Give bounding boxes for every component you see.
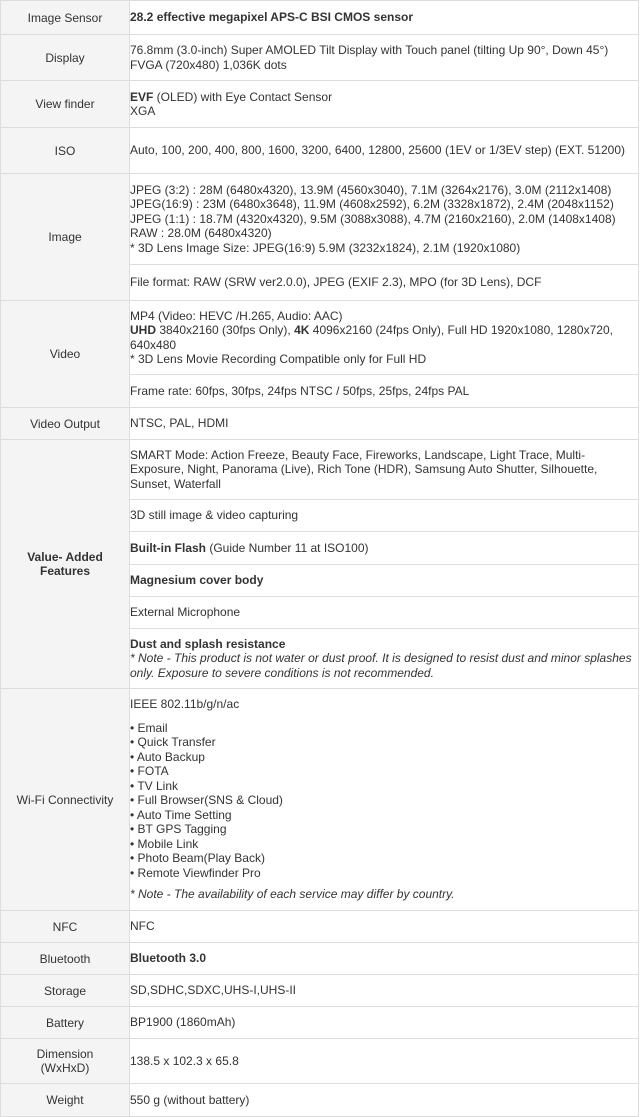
- wifi-service-item: • Mobile Link: [130, 837, 638, 852]
- wifi-service-item: • Auto Backup: [130, 750, 638, 765]
- value-view-finder: [130, 81, 639, 128]
- value-video-formats: [130, 301, 639, 375]
- value-storage: SD,SDHC,SDXC,UHS-I,UHS-II: [130, 975, 639, 1007]
- row-video: [1, 301, 639, 375]
- image-line-2: JPEG(16:9) : 23M (6480x3648), 11.9M (4608x2592), 6.2M (3328x1872), 2.4M (2048x1152): [130, 197, 614, 212]
- value-image-file-format: File format: RAW (SRW ver2.0.0), JPEG (EXIF 2.3), MPO (for 3D Lens), DCF: [130, 265, 639, 301]
- row-nfc: [1, 911, 639, 943]
- label-dimension: Dimension (WxHxD): [1, 1039, 130, 1084]
- value-dimension: 138.5 x 102.3 x 65.8: [130, 1039, 639, 1084]
- wifi-service-item: • Auto Time Setting: [130, 808, 638, 823]
- label-wifi: Wi-Fi Connectivity: [1, 689, 130, 911]
- video-line-2: [130, 323, 638, 352]
- label-value-added: Value- Added Features: [1, 440, 130, 689]
- label-weight: Weight: [1, 1084, 130, 1117]
- video-line-3: * 3D Lens Movie Recording Compatible only for Full HD: [130, 352, 427, 366]
- row-iso: [1, 128, 639, 174]
- row-storage: [1, 975, 639, 1007]
- wifi-service-list: [130, 721, 638, 881]
- value-video-output: NTSC, PAL, HDMI: [130, 408, 639, 440]
- value-wifi: [130, 689, 639, 911]
- row-view-finder: [1, 81, 639, 128]
- wifi-service-item: • BT GPS Tagging: [130, 822, 638, 837]
- uhd-label: UHD: [130, 323, 156, 337]
- value-nfc: NFC: [130, 911, 639, 943]
- wifi-service-item: • Quick Transfer: [130, 735, 638, 750]
- image-line-1: JPEG (3:2) : 28M (6480x4320), 13.9M (4560x3040), 7.1M (3264x2176), 3.0M (2112x1408): [130, 182, 612, 197]
- value-3d-capture: 3D still image & video capturing: [130, 500, 639, 532]
- label-storage: Storage: [1, 975, 130, 1007]
- wifi-standard: IEEE 802.11b/g/n/ac: [130, 697, 240, 712]
- wifi-service-item: • Email: [130, 721, 638, 736]
- row-value-added-smart: [1, 440, 639, 500]
- row-dimension: [1, 1039, 639, 1084]
- label-view-finder: View finder: [1, 81, 130, 128]
- label-display: Display: [1, 35, 130, 81]
- video-line-1: MP4 (Video: HEVC /H.265, Audio: AAC): [130, 308, 343, 323]
- row-bluetooth: [1, 943, 639, 975]
- wifi-service-item: • FOTA: [130, 764, 638, 779]
- dust-note: * Note - This product is not water or dust proof. It is designed to resist dust and minor splashes only. Exposure to severe conditions is not recommended.: [130, 651, 632, 680]
- image-line-3: JPEG (1:1) : 18.7M (4320x4320), 9.5M (3088x3088), 4.7M (2160x2160), 2.0M (1408x1408): [130, 211, 616, 226]
- view-finder-line-2: XGA: [130, 104, 156, 118]
- wifi-note: * Note - The availability of each service may differ by country.: [130, 887, 455, 902]
- value-video-frame-rate: Frame rate: 60fps, 30fps, 24fps NTSC / 50fps, 25fps, 24fps PAL: [130, 375, 639, 408]
- label-video: Video: [1, 301, 130, 408]
- label-bluetooth: Bluetooth: [1, 943, 130, 975]
- value-image-sizes: [130, 174, 639, 265]
- label-image-sensor: Image Sensor: [1, 1, 130, 35]
- label-iso: ISO: [1, 128, 130, 174]
- flash-detail: (Guide Number 11 at ISO100): [206, 540, 369, 555]
- value-iso: Auto, 100, 200, 400, 800, 1600, 3200, 6400, 12800, 25600 (1EV or 1/3EV step) (EXT. 51200): [130, 128, 639, 174]
- image-line-5: * 3D Lens Image Size: JPEG(16:9) 5.9M (3232x1824), 2.1M (1920x1080): [130, 240, 521, 255]
- 4k-detail: 4096x2160 (24fps Only), Full HD 1920x1080, 1280x720, 640x480: [130, 323, 613, 352]
- image-line-4: RAW : 28.0M (6480x4320): [130, 226, 272, 241]
- value-magnesium-body: Magnesium cover body: [130, 565, 639, 597]
- value-image-sensor: 28.2 effective megapixel APS-C BSI CMOS sensor: [130, 1, 639, 35]
- label-nfc: NFC: [1, 911, 130, 943]
- value-built-in-flash: [130, 532, 639, 565]
- row-wifi: [1, 689, 639, 911]
- dust-title: Dust and splash resistance: [130, 637, 286, 652]
- display-line-1: 76.8mm (3.0-inch) Super AMOLED Tilt Display with Touch panel (tilting Up 90°, Down 45°): [130, 43, 609, 57]
- value-external-microphone: External Microphone: [130, 597, 639, 629]
- label-battery: Battery: [1, 1007, 130, 1039]
- wifi-service-item: • TV Link: [130, 779, 638, 794]
- flash-label: Built-in Flash: [130, 540, 206, 555]
- value-display: [130, 35, 639, 81]
- value-battery: BP1900 (1860mAh): [130, 1007, 639, 1039]
- row-battery: [1, 1007, 639, 1039]
- row-image: [1, 174, 639, 265]
- value-weight: 550 g (without battery): [130, 1084, 639, 1117]
- wifi-service-item: • Remote Viewfinder Pro: [130, 866, 638, 881]
- wifi-service-item: • Photo Beam(Play Back): [130, 851, 638, 866]
- value-dust-resistance: [130, 629, 639, 689]
- row-video-output: [1, 408, 639, 440]
- row-display: [1, 35, 639, 81]
- value-smart-mode: SMART Mode: Action Freeze, Beauty Face, Fireworks, Landscape, Light Trace, Multi-Exposure, Night, Panorama (Live), Rich Tone (HDR), Samsung Auto Shutter, Silhouette, Sunset, Waterfall: [130, 440, 639, 500]
- display-line-2: FVGA (720x480) 1,036K dots: [130, 57, 287, 72]
- evf-detail: (OLED) with Eye Contact Sensor: [153, 89, 333, 104]
- value-bluetooth: Bluetooth 3.0: [130, 943, 639, 975]
- label-image: Image: [1, 174, 130, 301]
- evf-label: EVF: [130, 89, 154, 104]
- uhd-detail: 3840x2160 (30fps Only),: [156, 323, 295, 337]
- label-video-output: Video Output: [1, 408, 130, 440]
- wifi-service-item: • Full Browser(SNS & Cloud): [130, 793, 638, 808]
- row-image-sensor: [1, 1, 639, 35]
- view-finder-line-1: [130, 90, 638, 105]
- 4k-label: 4K: [294, 323, 310, 337]
